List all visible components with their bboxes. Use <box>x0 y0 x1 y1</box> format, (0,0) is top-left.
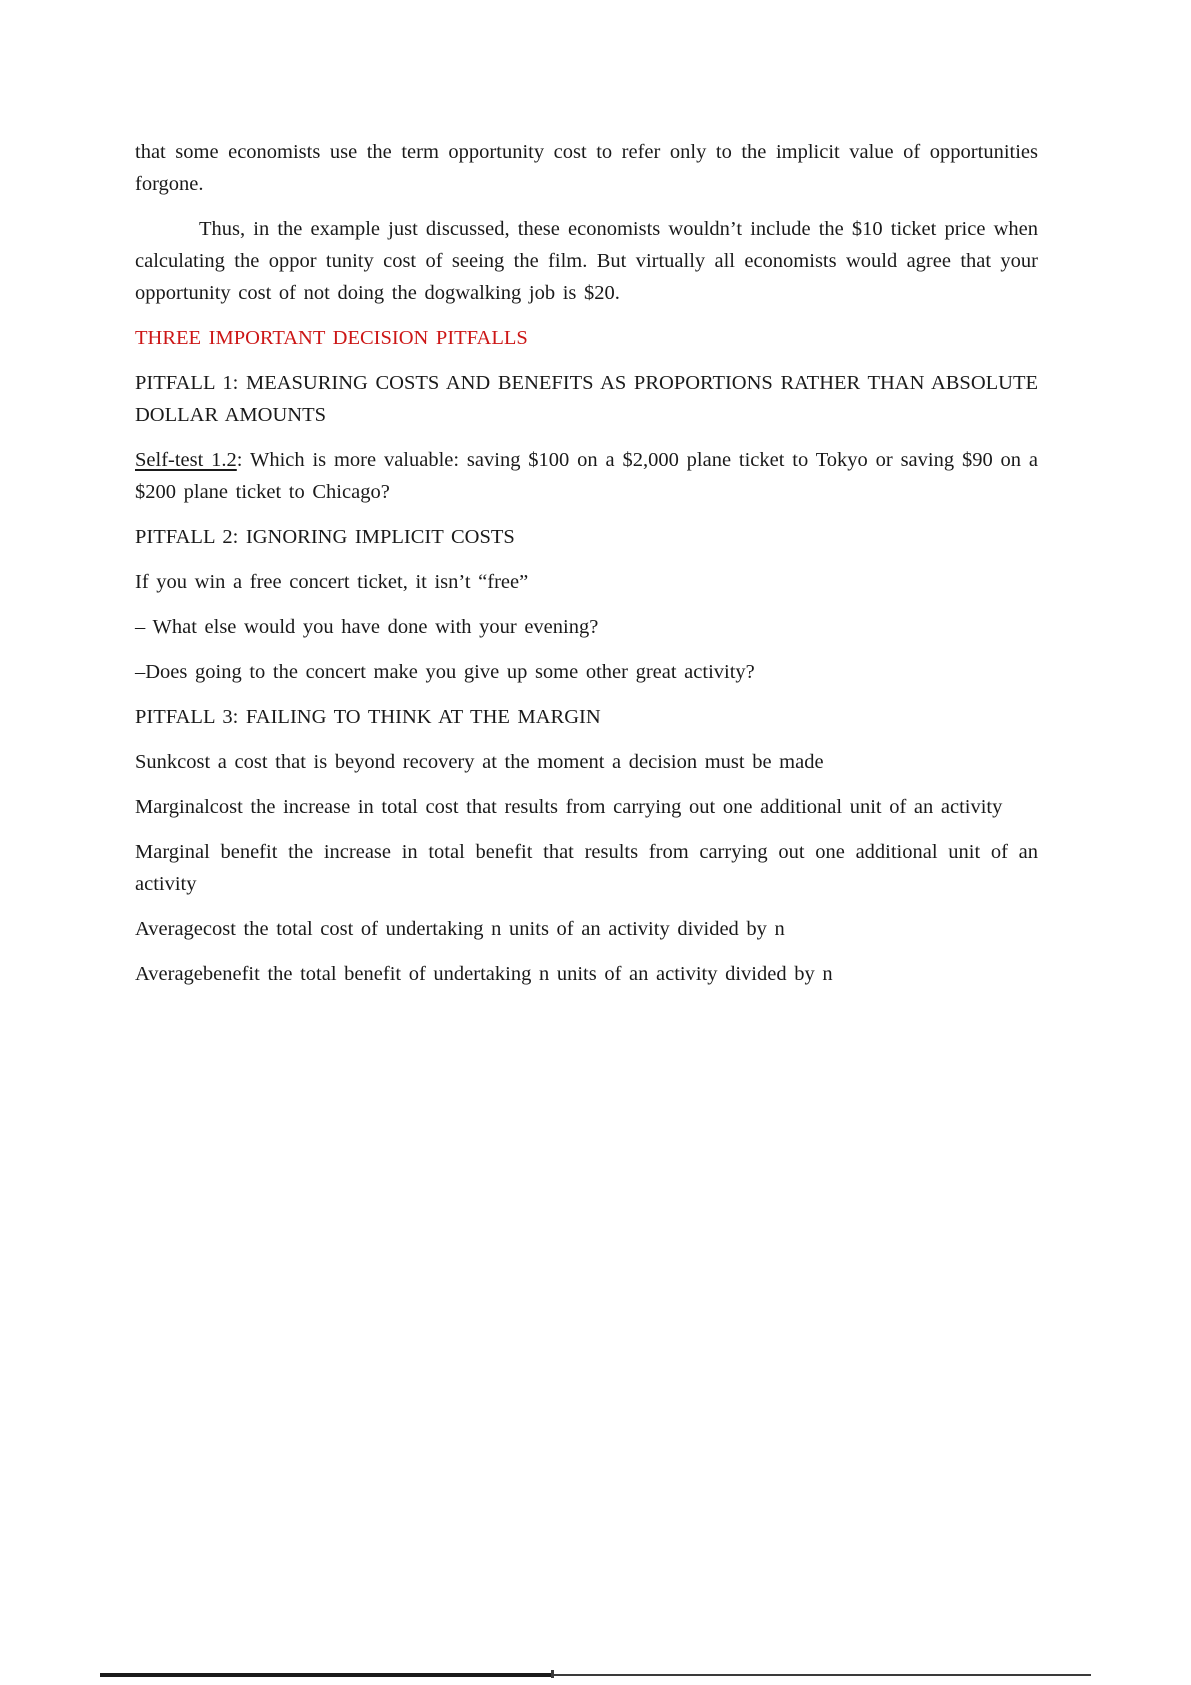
heading-pitfall-1: PITFALL 1: MEASURING COSTS AND BENEFITS AS PROPORTIONS RATHER THAN ABSOLUTE DOLLAR AMOUNTS <box>135 372 1038 426</box>
heading-pitfall-2: PITFALL 2: IGNORING IMPLICIT COSTS <box>135 526 515 548</box>
footer-rule-left <box>100 1673 553 1677</box>
self-test-label: Self-test 1.2 <box>135 449 237 471</box>
document-page <box>135 136 1038 1003</box>
paragraph-marginal-benefit-definition: Marginal benefit the increase in total benefit that results from carrying out one additional unit of an activity <box>135 841 1038 895</box>
paragraph-marginal-cost-definition: Marginalcost the increase in total cost that results from carrying out one additional unit of an activity <box>135 796 1003 818</box>
paragraph-sunk-cost-definition: Sunkcost a cost that is beyond recovery at the moment a decision must be made <box>135 751 824 773</box>
footer-rule-right <box>553 1674 1091 1676</box>
self-test-question: : Which is more valuable: saving $100 on a $2,000 plane ticket to Tokyo or saving $90 on a $200 plane ticket to Chicago? <box>135 449 1038 503</box>
paragraph-opportunity-cost-intro: that some economists use the term opportunity cost to refer only to the implicit value of opportunities forgone. <box>135 141 1038 195</box>
heading-pitfall-3: PITFALL 3: FAILING TO THINK AT THE MARGIN <box>135 706 601 728</box>
paragraph-average-benefit-definition: Averagebenefit the total benefit of undertaking n units of an activity divided by n <box>135 963 833 985</box>
paragraph-give-up-activity: –Does going to the concert make you give up some other great activity? <box>135 661 755 683</box>
paragraph-free-ticket: If you win a free concert ticket, it isn’t “free” <box>135 571 529 593</box>
paragraph-average-cost-definition: Averagecost the total cost of undertaking n units of an activity divided by n <box>135 918 785 940</box>
section-heading-three-pitfalls: THREE IMPORTANT DECISION PITFALLS <box>135 327 528 349</box>
paragraph-what-else-evening: – What else would you have done with your evening? <box>135 616 599 638</box>
paragraph-self-test <box>135 444 1038 508</box>
paragraph-thus-example: Thus, in the example just discussed, these economists wouldn’t include the $10 ticket price when calculating the oppor tunity cost of seeing the film. But virtually all economists would agree that your opportunity cost of not doing the dogwalking job is $20. <box>135 218 1038 304</box>
